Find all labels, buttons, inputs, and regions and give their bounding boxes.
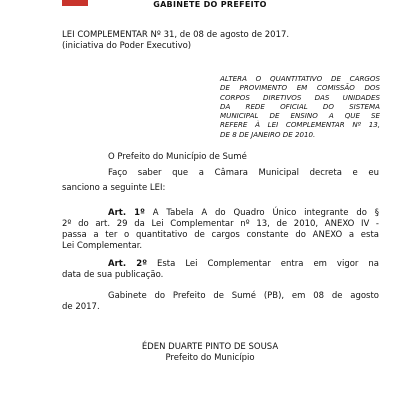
article-1-label: Art. 1º (108, 208, 145, 218)
office-header: GABINETE DO PREFEITO (153, 0, 267, 9)
preamble-line1: Faço saber que a Câmara Municipal decreta e eu (108, 168, 379, 178)
signature-name: ÉDEN DUARTE PINTO DE SOUSA (141, 342, 279, 352)
ementa-line: DE 8 DE JANEIRO DE 2010. (220, 129, 316, 139)
preamble-mayor: O Prefeito do Município de Sumé (108, 152, 247, 162)
article-1-line1: Art. 1º A Tabela A do Quadro Único integrante do § (108, 208, 379, 218)
law-initiative: (iniciativa do Poder Executivo) (62, 41, 192, 51)
article-1-line3: passa a ter o quantitativo de cargos constante do ANEXO a esta (62, 230, 379, 240)
ementa-line: CORPOS DIRETIVOS DAS UNIDADES (220, 92, 380, 102)
ementa-line: DA REDE OFICIAL DO SISTEMA (220, 101, 380, 111)
signature-role: Prefeito do Município (165, 353, 255, 363)
ementa-line: MUNICIPAL DE ENSINO A QUE SE (220, 111, 380, 121)
article-1-line4: Lei Complementar. (62, 241, 143, 251)
article-2-label: Art. 2º (108, 259, 148, 269)
ementa-line: DE PROVIMENTO EM COMISSÃO DOS (220, 83, 380, 93)
preamble-line2: sanciono a seguinte LEI: (62, 183, 166, 193)
ementa-line: REFERE À LEI COMPLEMENTAR Nº 13, (220, 120, 380, 130)
closing-line1: Gabinete do Prefeito de Sumé (PB), em 08 de agosto (108, 291, 379, 301)
ementa-line: ALTERA O QUANTITATIVO DE CARGOS (220, 74, 380, 83)
article-2-line2: data de sua publicação. (62, 270, 164, 280)
ementa (220, 74, 380, 139)
article-1-line2: 2º do art. 29 da Lei Complementar nº 13, de 2010, ANEXO IV - (62, 219, 379, 229)
article-2-line1: Art. 2º Esta Lei Complementar entra em vigor na (108, 259, 379, 269)
law-title: LEI COMPLEMENTAR Nº 31, de 08 de agosto de 2017. (62, 30, 290, 40)
closing-line2: de 2017. (62, 302, 100, 312)
